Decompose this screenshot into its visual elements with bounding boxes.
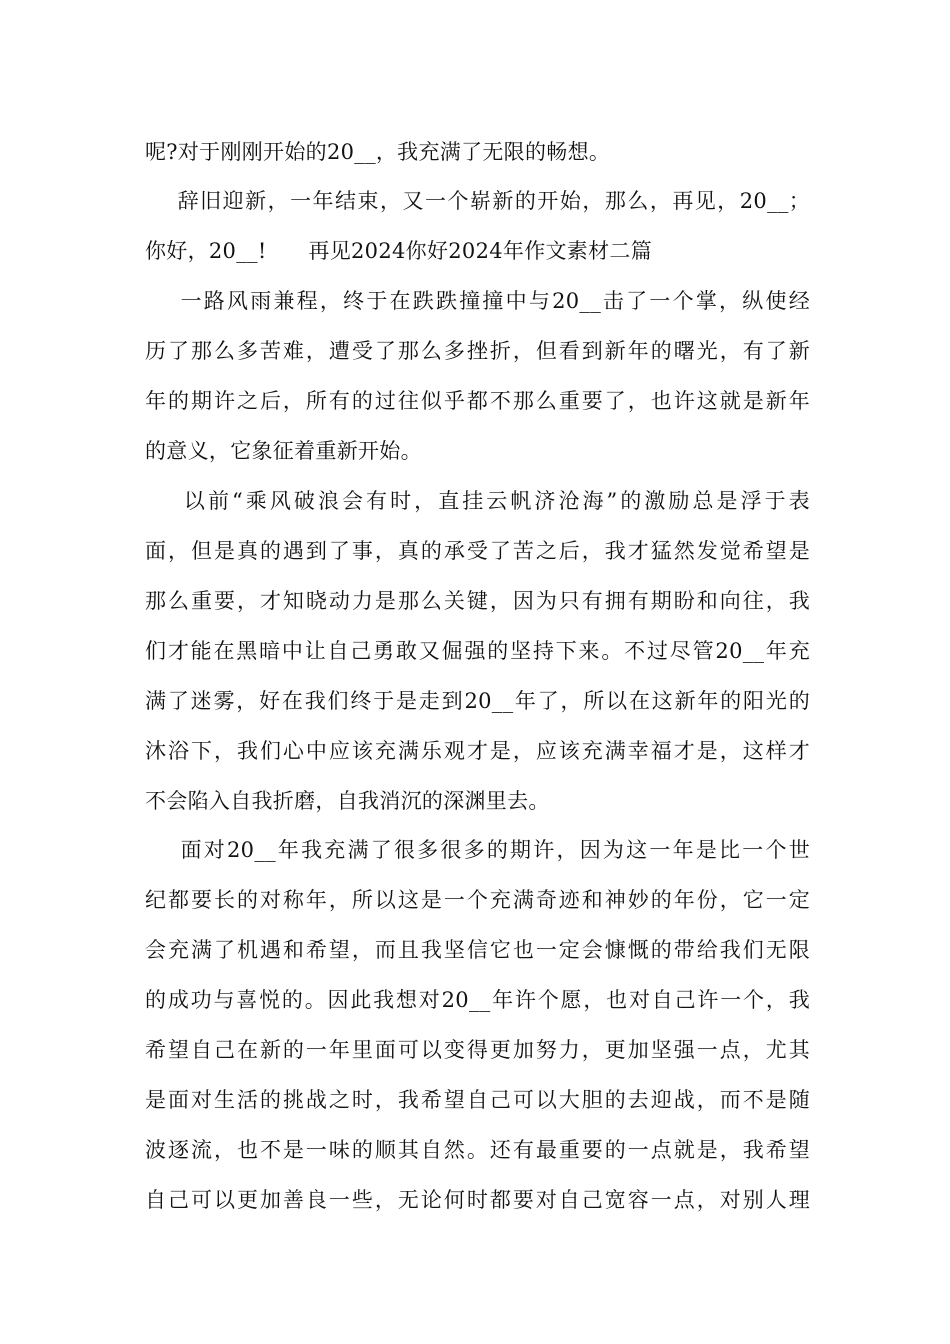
text-line: 不会陷入自我折磨，自我消沉的深渊里去。 (145, 789, 550, 813)
text-line: 们才能在黑暗中让自己勇敢又倔强的坚持下来。不过尽管20__年充 (145, 639, 810, 663)
text-line: 的成功与喜悦的。因此我想对20__年许个愿，也对自己许一个，我 (145, 988, 810, 1012)
text-line: 自己可以更加善良一些，无论何时都要对自己宽容一点，对别人理 (145, 1188, 810, 1212)
text-line: 是面对生活的挑战之时，我希望自己可以大胆的去迎战，而不是随 (145, 1088, 810, 1112)
text-line: 希望自己在新的一年里面可以变得更加努力，更加坚强一点，尤其 (145, 1038, 810, 1062)
text-line: 的意义，它象征着重新开始。 (145, 439, 422, 463)
text-line: 纪都要长的对称年，所以这是一个充满奇迹和神妙的年份，它一定 (145, 888, 810, 912)
text-line: 波逐流，也不是一味的顺其自然。还有最重要的一点就是，我希望 (145, 1138, 810, 1162)
text-line: 历了那么多苦难，遭受了那么多挫折，但看到新年的曙光，有了新 (145, 339, 810, 363)
text-line: 呢?对于刚刚开始的20__，我充满了无限的畅想。 (145, 140, 611, 164)
text-line: 以前“乘风破浪会有时，直挂云帆济沧海”的激励总是浮于表 (145, 489, 810, 513)
text-line: 沐浴下，我们心中应该充满乐观才是，应该充满幸福才是，这样才 (145, 739, 810, 763)
text-line: 面，但是真的遇到了事，真的承受了苦之后，我才猛然发觉希望是 (145, 539, 810, 563)
text-line: 辞旧迎新，一年结束，又一个崭新的开始，那么，再见，20__； (145, 189, 810, 213)
text-line: 面对20__年我充满了很多很多的期许，因为这一年是比一个世 (145, 838, 810, 862)
text-line: 一路风雨兼程，终于在跌跌撞撞中与20__击了一个掌，纵使经 (145, 289, 810, 313)
text-line: 那么重要，才知晓动力是那么关键，因为只有拥有期盼和向往，我 (145, 589, 810, 613)
text-line: 年的期许之后，所有的过往似乎都不那么重要了，也许这就是新年 (145, 389, 810, 413)
text-line: 会充满了机遇和希望，而且我坚信它也一定会慷慨的带给我们无限 (145, 938, 810, 962)
text-line: 满了迷雾，好在我们终于是走到20__年了，所以在这新年的阳光的 (145, 689, 810, 713)
text-line: 你好，20__! 再见2024你好2024年作文素材二篇 (145, 239, 652, 263)
